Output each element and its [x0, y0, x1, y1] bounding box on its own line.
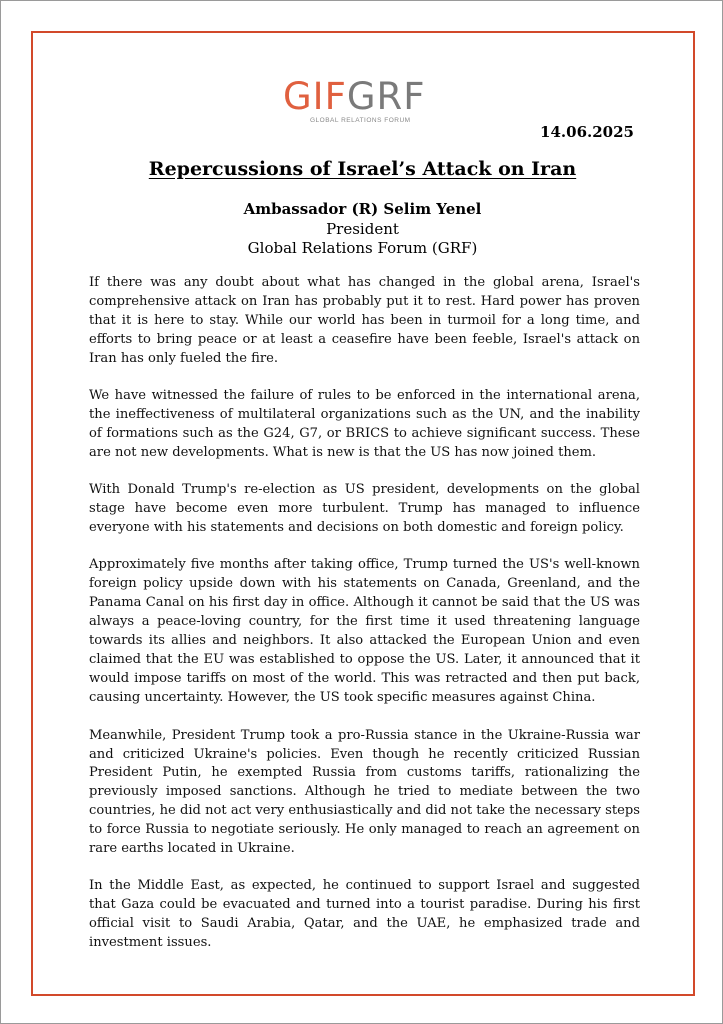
logo-wordmark: [283, 77, 443, 117]
author-role: President: [326, 219, 399, 238]
document-date: 14.06.2025: [540, 123, 634, 141]
logo-subtitle: GLOBAL RELATIONS FORUM: [310, 117, 411, 124]
paragraph: With Donald Trump's re-election as US president, developments on the global stage have become even more turbulent. Trump has managed to influence everyone with his statements and decisions on both domestic and foreign policy.: [89, 482, 640, 535]
paragraph: We have witnessed the failure of rules to be enforced in the international arena, the ineffectiveness of multilateral organizations such as the UN, and the inability of formations such as the G24, G7, or BRICS to achieve significant success. These are not new developments. What is new is that the US has now joined them.: [89, 388, 640, 460]
author-block: [1, 200, 723, 259]
document-title: Repercussions of Israel’s Attack on Iran: [148, 158, 577, 180]
gif-grf-logo: [283, 77, 443, 129]
article-body: [89, 274, 640, 972]
logo-gif-text: GIF: [283, 75, 347, 118]
paragraph: Approximately five months after taking office, Trump turned the US's well-known foreign policy upside down with his statements on Canada, Greenland, and the Panama Canal on his first day in office. Although it cannot be said that the US was always a peace-loving country, for the first time it used threatening language towards its allies and neighbors. It also attacked the European Union and even claimed that the EU was established to oppose the US. Later, it announced that it would impose tariffs on most of the world. This was retracted and then put back, causing uncertainty. However, the US took specific measures against China.: [89, 557, 640, 705]
author-organization: Global Relations Forum (GRF): [247, 239, 478, 257]
logo-grf-text: GRF: [346, 75, 426, 118]
author-name: Ambassador (R) Selim Yenel: [243, 200, 482, 218]
paragraph: In the Middle East, as expected, he continued to support Israel and suggested that Gaza could be evacuated and turned into a tourist paradise. During his first official visit to Saudi Arabia, Qatar, and the UAE, he emphasized trade and investment issues.: [89, 878, 640, 951]
paragraph: If there was any doubt about what has changed in the global arena, Israel's comprehensive attack on Iran has probably put it to rest. Hard power has proven that it is here to stay. While our world has been in turmoil for a long time, and efforts to bring peace or at least a ceasefire have been feeble, Israel's attack on Iran has only fueled the fire.: [89, 275, 640, 366]
paragraph: Meanwhile, President Trump took a pro-Russia stance in the Ukraine-Russia war and criticized Ukraine's policies. Even though he recently criticized Russian President Putin, he exempted Russia from customs tariffs, rationalizing the previously imposed sanctions. Although he tried to mediate between the two countries, he did not act very enthusiastically and did not take the necessary steps to force Russia to negotiate seriously. He only managed to reach an agreement on rare earths located in Ukraine.: [89, 727, 640, 857]
